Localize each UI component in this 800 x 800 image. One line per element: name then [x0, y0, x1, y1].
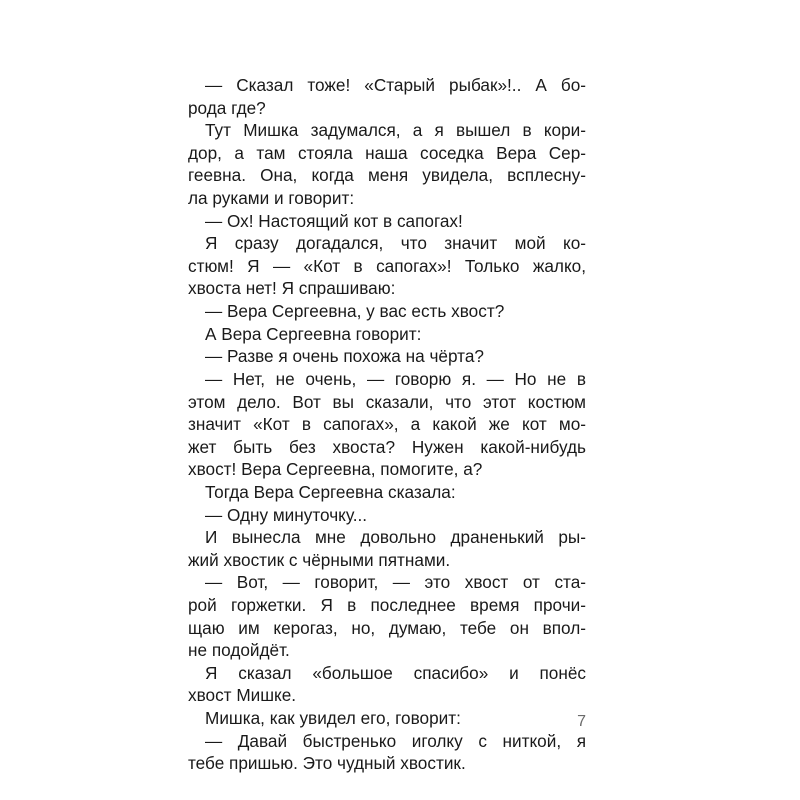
text-line: — Разве я очень похожа на чёрта? [205, 346, 484, 367]
text-line: Я сказал «большое спасибо» и понёс [205, 662, 586, 683]
text-line: рода где? [188, 97, 266, 118]
text-line: значит «Кот в сапогах», а какой же кот мо- [188, 414, 586, 435]
text-line: — Давай быстренько иголку с ниткой, я [205, 730, 586, 751]
text-line: Тут Мишка задумался, а я вышел в кори- [205, 120, 586, 141]
text-line: — Нет, не очень, — говорю я. — Но не в [205, 368, 586, 389]
text-line: И вынесла мне довольно драненький ры- [205, 527, 586, 548]
text-line: Мишка, как увидел его, говорит: [205, 708, 461, 729]
text-line: хвост! Вера Сергеевна, помогите, а? [188, 459, 483, 480]
text-line: хвоста нет! Я спрашиваю: [188, 278, 396, 299]
text-line: дор, а там стояла наша соседка Вера Сер- [188, 142, 586, 163]
text-line: жет быть без хвоста? Нужен какой-нибудь [188, 436, 586, 457]
page-number: 7 [577, 713, 586, 730]
text-line: не подойдёт. [188, 640, 290, 661]
text-line: рой горжетки. Я в последнее время прочи- [188, 595, 586, 616]
text-line: — Вера Сергеевна, у вас есть хвост? [205, 301, 505, 322]
text-line: Я сразу догадался, что значит мой ко- [205, 233, 586, 254]
text-line: стюм! Я — «Кот в сапогах»! Только жалко, [188, 255, 586, 276]
text-line: хвост Мишке. [188, 685, 297, 706]
body-text [188, 74, 586, 775]
text-line: жий хвостик с чёрными пятнами. [188, 549, 451, 570]
text-line: — Ох! Настоящий кот в сапогах! [205, 210, 463, 231]
text-line: щаю им керогаз, но, думаю, тебе он впол- [188, 617, 586, 638]
text-line: Тогда Вера Сергеевна сказала: [205, 481, 456, 502]
text-line: геевна. Она, когда меня увидела, всплесну- [188, 165, 586, 186]
text-line: — Одну минуточку... [205, 504, 368, 525]
text-line: А Вера Сергеевна говорит: [205, 323, 422, 344]
text-line: этом дело. Вот вы сказали, что этот костюм [188, 391, 586, 412]
text-line: — Сказал тоже! «Старый рыбак»!.. А бо- [205, 75, 586, 95]
text-line: ла руками и говорит: [188, 188, 355, 209]
text-line: тебе пришью. Это чудный хвостик. [188, 753, 466, 774]
text-line: — Вот, — говорит, — это хвост от ста- [205, 572, 586, 593]
